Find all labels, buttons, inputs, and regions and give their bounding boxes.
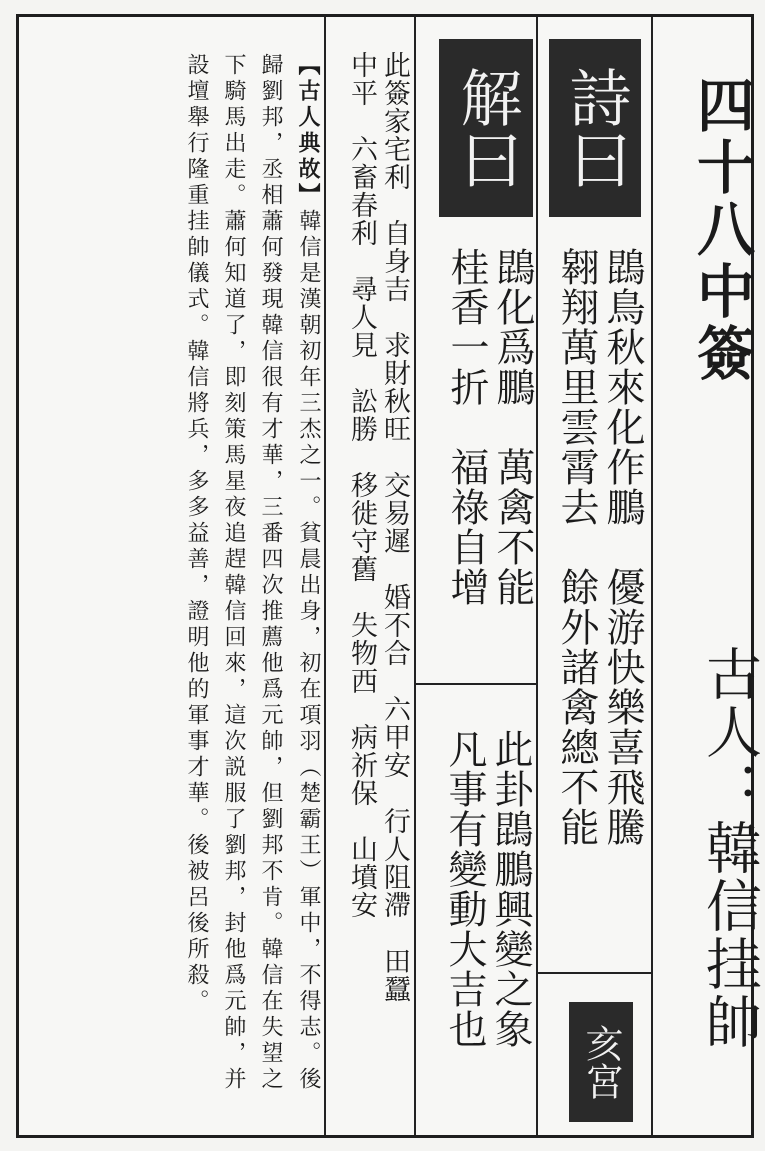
poem-verse [553,247,645,847]
fortune-line-1: 此簽家宅利 自身吉 求財秋旺 交易遲 婚不合 六甲安 行人阻滯 田蠶 [379,51,410,1003]
explanation-line-2: 桂香一折 福祿自增 [444,247,489,607]
poem-line-2: 翱翔萬里雲霄去 餘外諸禽總不能 [554,247,599,847]
story-heading: 古人典故 [295,79,321,183]
explanation-verse [443,247,535,607]
poem-label: 詩曰 [549,39,641,217]
fortune-line-2: 中平 六畜春利 尋人見 訟勝 移徙守舊 失物西 病祈保 山墳安 [346,51,377,919]
palace-badge: 亥宮 [569,1002,633,1122]
divider-title [651,17,653,1135]
story-heading-open: 【 [295,53,321,79]
fortune-items [345,51,411,1003]
historical-figure: 古人：韓信挂帥 [697,645,762,1051]
story-heading-close: 】 [295,183,321,209]
historical-story [57,53,327,1113]
explanation-line-1: 鵾化爲鵬 萬禽不能 [490,247,535,607]
hexagram-line-1: 此卦鵾鵬興變之象 [488,729,533,1049]
story-body: 韓信是漢朝初年三杰之一。貧晨出身，初在項羽（楚霸王）軍中，不得志。後歸劉邦，丞相蕭何發現韓信很有才華，三番四次推薦他爲元帥，但劉邦不肯。韓信在失望之下騎馬出走。蕭何知道了，即刻策馬星夜追趕韓信回來，這次説服了劉邦，封他爲元帥，并設壇舉行隆重挂帥儀式。韓信將兵，多多益善，證明他的軍事才華。後被呂後所殺。 [184,53,321,1093]
poem-line-1: 鵾鳥秋來化作鵬 優游快樂喜飛騰 [600,247,645,847]
explanation-label: 解曰 [439,39,533,217]
fortune-slip [16,14,762,1138]
divider-palace [536,972,651,974]
hexagram-text [441,729,533,1049]
divider-poem [536,17,538,1135]
hexagram-line-2: 凡事有變動大吉也 [442,729,487,1049]
divider-hexagram [414,683,536,685]
slip-title: 四十八中簽 [687,75,755,385]
divider-explanation [414,17,416,1135]
